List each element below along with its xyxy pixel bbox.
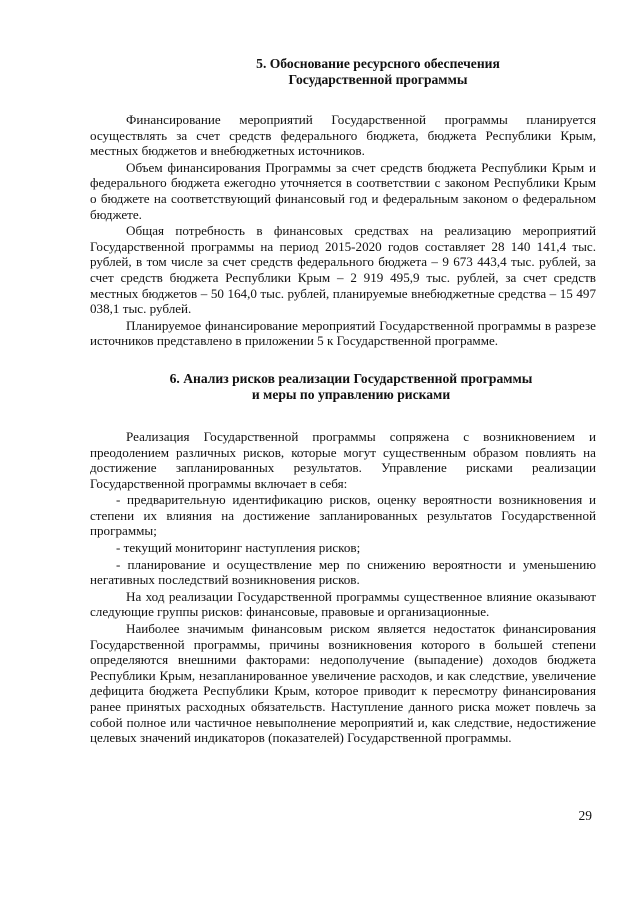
list-item: - предварительную идентификацию рисков, оценку вероятности возникновения и степени их влияния на достижение запланированных результатов Государственной программы; [90,492,596,539]
paragraph: Планируемое финансирование мероприятий Государственной программы в разрезе источников представлено в приложении 5 к Государственной программе. [90,317,596,349]
paragraph: Наиболее значимым финансовым риском является недостаток финансирования Государственной программы, причины возникновения которого в большей степени определяются внешними факторами: недополучение (выпадение) доходов бюджета Республики Крым, незапланированное увеличение расходов, и как следствие, увеличение дефицита бюджета Республики Крым, которое приводит к пересмотру финансирования ранее принятых расходных обязательств. Наступление данного риска может повлечь за собой полное или частичное невыполнение мероприятий и, как следствие, недостижение целевых значений индикаторов (показателей) Государственной программы. [90,621,596,746]
paragraph: Финансирование мероприятий Государственной программы планируется осуществлять за счет средств федерального бюджета, бюджета Республики Крым, местных бюджетов и внебюджетных источников. [90,112,596,159]
page-number: 29 [578,808,592,823]
section-5-title-line-2: Государственной программы [288,72,468,87]
list-item: - текущий мониторинг наступления рисков; [116,540,361,556]
section-5-heading [160,56,596,88]
paragraph: На ход реализации Государственной программы существенное влияние оказывают следующие группы рисков: финансовые, правовые и организационные. [90,588,596,620]
section-5-title-line-1: 5. Обоснование ресурсного обеспечения [256,56,500,71]
section-6-body [90,429,596,746]
paragraph: Объем финансирования Программы за счет средств бюджета Республики Крым и федерального бюджета ежегодно уточняется в соответствии с законом Республики Крым о бюджете на соответствующий финансовый год и федеральным законом о федеральном бюджете. [90,159,596,222]
section-6-title-line-1: 6. Анализ рисков реализации Государственной программы [169,370,533,386]
paragraph: Общая потребность в финансовых средствах на реализацию мероприятий Государственной программы на период 2015-2020 годов составляет 28 140 141,4 тыс. рублей, в том числе за счет средств федерального бюджета – 9 673 443,4 тыс. рублей, за счет средств бюджета Республики Крым – 2 919 495,9 тыс. рублей, за счет средств местных бюджетов – 50 164,0 тыс. рублей, планируемые внебюджетные средства – 15 497 038,1 тыс. рублей. [90,223,596,317]
list-item: - планирование и осуществление мер по снижению вероятности и уменьшению негативных последствий возникновения рисков. [90,556,596,588]
paragraph: Реализация Государственной программы сопряжена с возникновением и преодолением различных рисков, которые могут существенным образом повлиять на достижение запланированных результатов. Управление рисками реализации Государственной программы включает в себя: [90,428,596,491]
section-6-title-line-2: и меры по управлению рисками [251,386,451,402]
section-5-body [90,112,596,349]
section-6-heading [106,371,596,403]
